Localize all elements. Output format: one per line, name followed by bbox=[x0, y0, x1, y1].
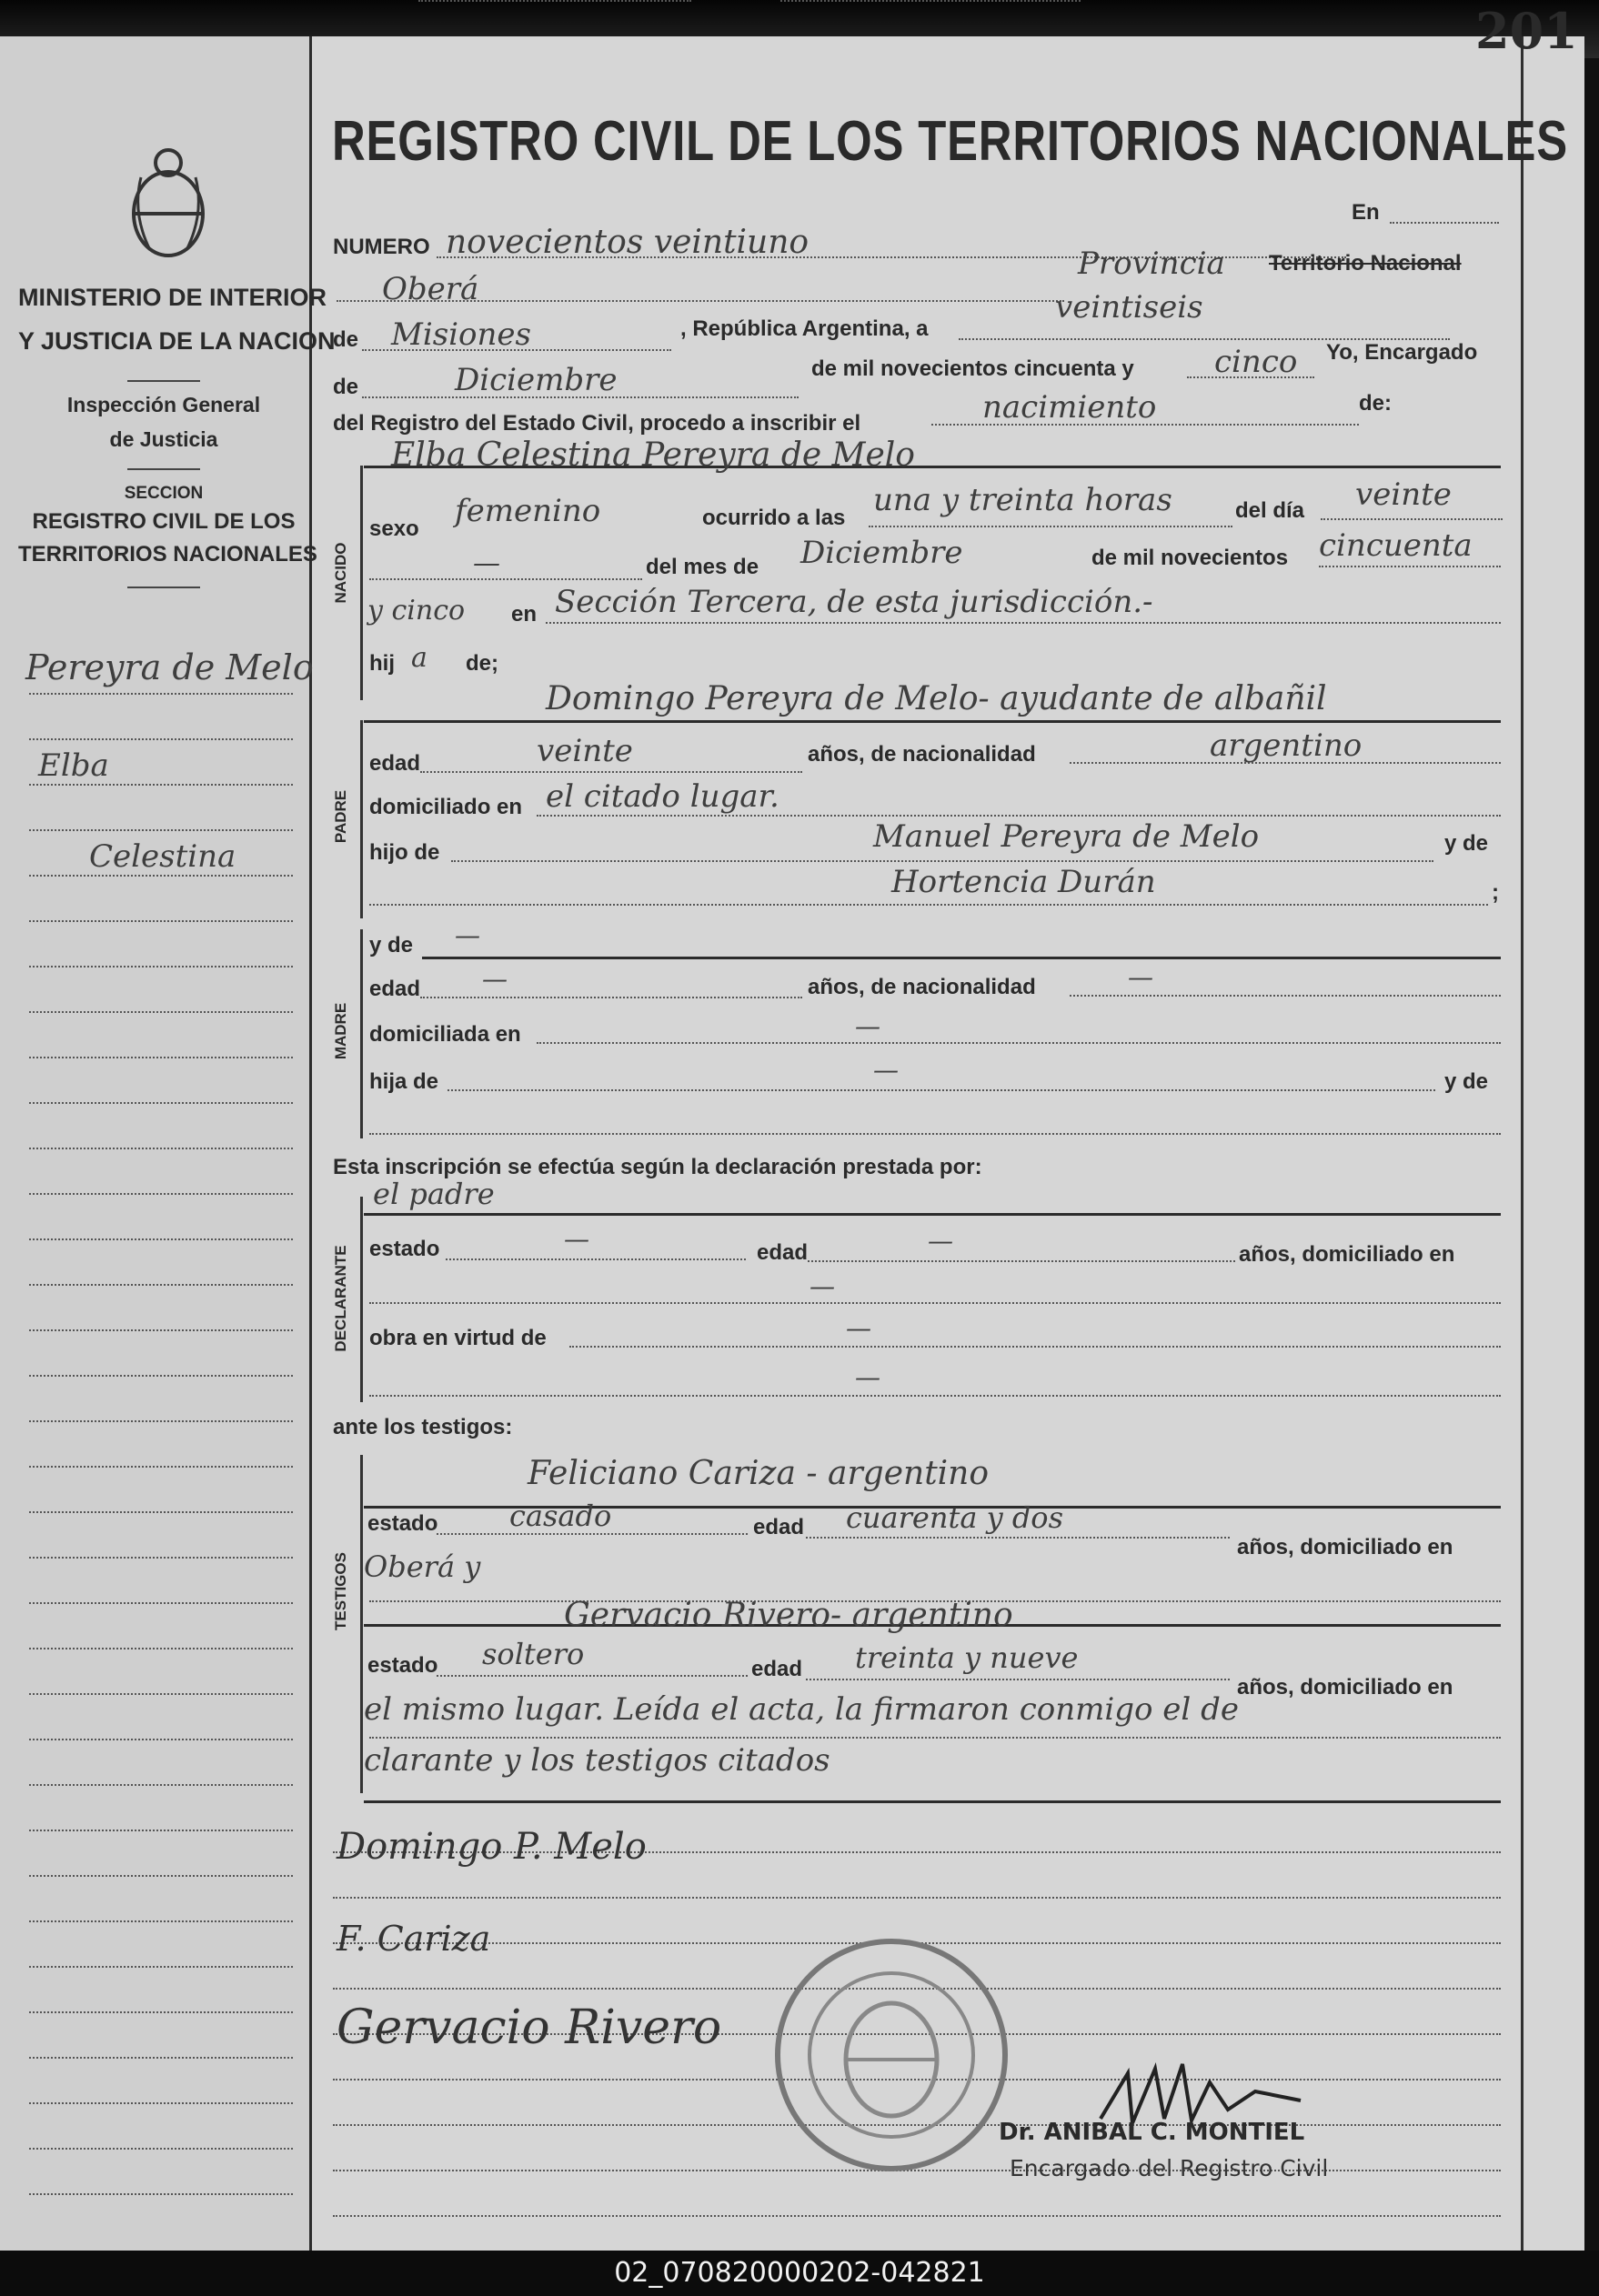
sidebar-ruled-line bbox=[29, 1693, 293, 1695]
sidebar-ruled-line bbox=[29, 1148, 293, 1149]
madre-dash-1: — bbox=[455, 920, 480, 950]
declarante-estado-label: estado bbox=[369, 1237, 440, 1261]
padre-edad-label: edad bbox=[369, 751, 421, 776]
sidebar-ruled-line bbox=[29, 1057, 293, 1058]
sidebar-ruled-line bbox=[29, 875, 293, 877]
sidebar-ruled-line bbox=[29, 2057, 293, 2059]
testigo2-name: Gervacio Rivero- argentino bbox=[564, 1597, 1013, 1634]
en-label-nacido: en bbox=[511, 602, 538, 627]
mil-label: de mil novecientos bbox=[1091, 546, 1289, 570]
sidebar-ruled-line bbox=[29, 1966, 293, 1968]
hij-value: a bbox=[411, 642, 427, 674]
lugar-value: Sección Tercera, de esta jurisdicción.- bbox=[555, 584, 1153, 620]
declarante-obra-label: obra en virtud de bbox=[369, 1326, 547, 1350]
sidebar-ruled-line bbox=[29, 2148, 293, 2150]
padre-domicilio-value: el citado lugar. bbox=[546, 778, 779, 815]
testigo2-estado-label: estado bbox=[367, 1653, 438, 1678]
territory-value: Misiones bbox=[391, 316, 531, 353]
sidebar-ruled-line bbox=[29, 1420, 293, 1422]
madre-dash-5: — bbox=[873, 1055, 899, 1085]
en-label: En bbox=[1352, 200, 1380, 225]
testigo2-edad-value: treinta y nueve bbox=[855, 1640, 1079, 1675]
sidebar-ruled-line bbox=[29, 693, 293, 695]
padre-nacionalidad-value: argentino bbox=[1210, 727, 1363, 764]
padre-y-de-label: y de bbox=[1444, 831, 1489, 856]
provincia-value: Provincia bbox=[1078, 246, 1225, 282]
sidebar-ruled-line bbox=[29, 1238, 293, 1240]
sidebar-ruled-line bbox=[29, 1329, 293, 1331]
place-value: Oberá bbox=[382, 271, 479, 307]
sidebar-name2: Celestina bbox=[89, 838, 236, 875]
dash-value: — bbox=[473, 547, 500, 579]
madre-section-label: MADRE bbox=[332, 1002, 349, 1060]
official-stamp-icon bbox=[755, 1919, 1028, 2191]
nacido-full-name: Elba Celestina Pereyra de Melo bbox=[391, 436, 915, 474]
sidebar-seccion: SECCION bbox=[124, 484, 204, 503]
sidebar-surname: Pereyra de Melo bbox=[25, 647, 314, 687]
sidebar-ruled-line bbox=[29, 1648, 293, 1649]
hora-value: una y treinta horas bbox=[873, 482, 1172, 518]
official-title: Encargado del Registro Civil bbox=[1010, 2155, 1329, 2181]
declarante-dash-2: — bbox=[928, 1226, 953, 1256]
republica-label: , República Argentina, a bbox=[680, 316, 929, 341]
nacido-section-label: NACIDO bbox=[332, 542, 349, 604]
coat-of-arms-icon bbox=[123, 141, 214, 268]
sidebar-ruled-line bbox=[29, 2011, 293, 2013]
sidebar-divider bbox=[127, 380, 200, 382]
declarante-section-label: DECLARANTE bbox=[332, 1245, 349, 1352]
sidebar-ruled-line bbox=[29, 1284, 293, 1286]
sidebar-ruled-line bbox=[29, 1784, 293, 1786]
madre-domiciliada-label: domiciliada en bbox=[369, 1022, 521, 1047]
sidebar-ruled-line bbox=[29, 1011, 293, 1013]
sidebar-ruled-line bbox=[29, 966, 293, 968]
act-value: nacimiento bbox=[982, 389, 1157, 426]
yo-text: Yo, Encargado bbox=[1326, 340, 1478, 365]
sidebar-justicia: de Justicia bbox=[109, 427, 218, 451]
testigo2-anios-label: años, domiciliado en bbox=[1237, 1675, 1453, 1699]
footer-file-code: 02_070820000202-042821 bbox=[0, 2251, 1599, 2296]
sidebar-ruled-line bbox=[29, 1875, 293, 1877]
padre-semicolon: ; bbox=[1492, 880, 1499, 905]
madre-dash-4: — bbox=[855, 1011, 880, 1041]
sidebar-ruled-line bbox=[29, 2102, 293, 2104]
signature-1: Domingo P. Melo bbox=[337, 1826, 647, 1868]
registro-text: del Registro del Estado Civil, procedo a inscribir el bbox=[333, 411, 861, 436]
sidebar-ministry-line1: MINISTERIO DE INTERIOR bbox=[18, 284, 327, 311]
padre-name: Domingo Pereyra de Melo- ayudante de albañil bbox=[546, 680, 1327, 717]
sexo-label: sexo bbox=[369, 516, 419, 541]
de-label-1: de bbox=[333, 327, 359, 352]
padre-hijo-label: hijo de bbox=[369, 840, 440, 865]
madre-hija-label: hija de bbox=[369, 1069, 439, 1094]
day-value: veintiseis bbox=[1055, 289, 1203, 326]
testigo2-edad-label: edad bbox=[751, 1657, 803, 1681]
declarante-anios-label: años, domiciliado en bbox=[1239, 1242, 1455, 1267]
sidebar-ruled-line bbox=[29, 829, 293, 831]
territorio-label: Territorio Nacional bbox=[1269, 251, 1462, 276]
sidebar-ruled-line bbox=[29, 1466, 293, 1468]
testigo1-anios-label: años, domiciliado en bbox=[1237, 1535, 1453, 1559]
madre-anios-label: años, de nacionalidad bbox=[808, 975, 1036, 999]
testigo2-estado-value: soltero bbox=[482, 1637, 585, 1671]
declarante-dash-1: — bbox=[564, 1224, 589, 1254]
madre-dash-2: — bbox=[482, 964, 508, 994]
declarante-dash-5: — bbox=[855, 1362, 880, 1392]
sidebar-territorios: TERRITORIOS NACIONALES bbox=[18, 542, 317, 566]
testigo1-domicilio: Oberá y bbox=[364, 1549, 481, 1584]
sidebar-ruled-line bbox=[29, 1193, 293, 1195]
declarante-name: el padre bbox=[373, 1177, 495, 1211]
padre-domiciliado-label: domiciliado en bbox=[369, 795, 523, 819]
sidebar-ruled-line bbox=[29, 1375, 293, 1377]
sidebar-ruled-line bbox=[29, 1602, 293, 1604]
page-number: 201 bbox=[1475, 2, 1578, 60]
sidebar-ruled-line bbox=[29, 1830, 293, 1831]
signature-2: F. Cariza bbox=[337, 1919, 491, 1959]
ocurrido-label: ocurrido a las bbox=[702, 506, 846, 530]
declarante-intro: Esta inscripción se efectúa según la declaración prestada por: bbox=[333, 1155, 982, 1179]
padre-anios-label: años, de nacionalidad bbox=[808, 742, 1036, 767]
page-title: REGISTRO CIVIL DE LOS TERRITORIOS NACIONALES bbox=[332, 110, 1568, 173]
closing-line2: clarante y los testigos citados bbox=[364, 1742, 830, 1779]
anio-value: cincuenta bbox=[1319, 527, 1473, 564]
mes-value: Diciembre bbox=[800, 535, 963, 571]
testigo1-estado-label: estado bbox=[367, 1511, 438, 1536]
madre-y-de-label2: y de bbox=[1444, 1069, 1489, 1094]
testigo1-name: Feliciano Cariza - argentino bbox=[528, 1455, 990, 1492]
sidebar-ruled-line bbox=[29, 1511, 293, 1513]
signature-ruled-line bbox=[333, 2215, 1501, 2217]
sidebar-divider bbox=[127, 468, 200, 470]
right-margin-line bbox=[1521, 36, 1524, 2251]
numero-value: novecientos veintiuno bbox=[446, 224, 810, 261]
dia-value: veinte bbox=[1355, 476, 1452, 513]
hij-label: hij bbox=[369, 651, 395, 676]
de-label-2: de bbox=[333, 375, 359, 399]
sidebar-ministry-line2: Y JUSTICIA DE LA NACION bbox=[18, 327, 336, 355]
sidebar-column bbox=[0, 36, 336, 2251]
padre-edad-value: veinte bbox=[537, 733, 633, 769]
sidebar-name1: Elba bbox=[38, 747, 109, 784]
year-value: cinco bbox=[1214, 344, 1298, 380]
sidebar-ruled-line bbox=[29, 1102, 293, 1104]
sexo-value: femenino bbox=[455, 493, 601, 529]
madre-dash-3: — bbox=[1128, 962, 1153, 992]
mes-label: del mes de bbox=[646, 555, 759, 579]
padre-madre-de-value: Hortencia Durán bbox=[891, 864, 1156, 900]
year-text: de mil novecientos cincuenta y bbox=[811, 356, 1134, 381]
sidebar-registro: REGISTRO CIVIL DE LOS bbox=[32, 509, 296, 534]
numero-label: NUMERO bbox=[333, 235, 430, 259]
testigos-intro: ante los testigos: bbox=[333, 1415, 513, 1439]
closing-line1: el mismo lugar. Leída el acta, la firmaron conmigo el de bbox=[364, 1691, 1239, 1728]
anio-value2: y cinco bbox=[367, 595, 466, 627]
padre-section-label: PADRE bbox=[332, 789, 349, 844]
declarante-dash-3: — bbox=[810, 1271, 835, 1301]
official-name: Dr. ANIBAL C. MONTIEL bbox=[999, 2119, 1305, 2146]
de-colon: de: bbox=[1359, 391, 1392, 416]
de-semicolon: de; bbox=[466, 651, 498, 676]
del-dia-label: del día bbox=[1235, 498, 1305, 523]
signature-ruled-line bbox=[333, 1897, 1501, 1899]
padre-padre-de-value: Manuel Pereyra de Melo bbox=[873, 818, 1260, 855]
madre-y-de-label: y de bbox=[369, 933, 414, 958]
testigo1-edad-value: cuarenta y dos bbox=[846, 1500, 1063, 1535]
sidebar-ruled-line bbox=[29, 1739, 293, 1740]
declarante-edad-label: edad bbox=[757, 1240, 809, 1265]
month-value: Diciembre bbox=[455, 362, 618, 398]
testigo1-estado-value: casado bbox=[509, 1499, 612, 1533]
sidebar-ruled-line bbox=[29, 1557, 293, 1559]
sidebar-ruled-line bbox=[29, 738, 293, 740]
signature-3: Gervacio Rivero bbox=[337, 2000, 722, 2055]
sidebar-inspeccion: Inspección General bbox=[66, 393, 261, 416]
testigo1-edad-label: edad bbox=[753, 1515, 805, 1539]
sidebar-divider bbox=[127, 587, 200, 588]
sidebar-ruled-line bbox=[29, 784, 293, 786]
sidebar-ruled-line bbox=[29, 920, 293, 922]
declarante-dash-4: — bbox=[846, 1313, 871, 1343]
madre-edad-label: edad bbox=[369, 977, 421, 1001]
testigos-section-label: TESTIGOS bbox=[332, 1552, 349, 1630]
sidebar-ruled-line bbox=[29, 1920, 293, 1922]
sidebar-ruled-line bbox=[29, 2193, 293, 2195]
